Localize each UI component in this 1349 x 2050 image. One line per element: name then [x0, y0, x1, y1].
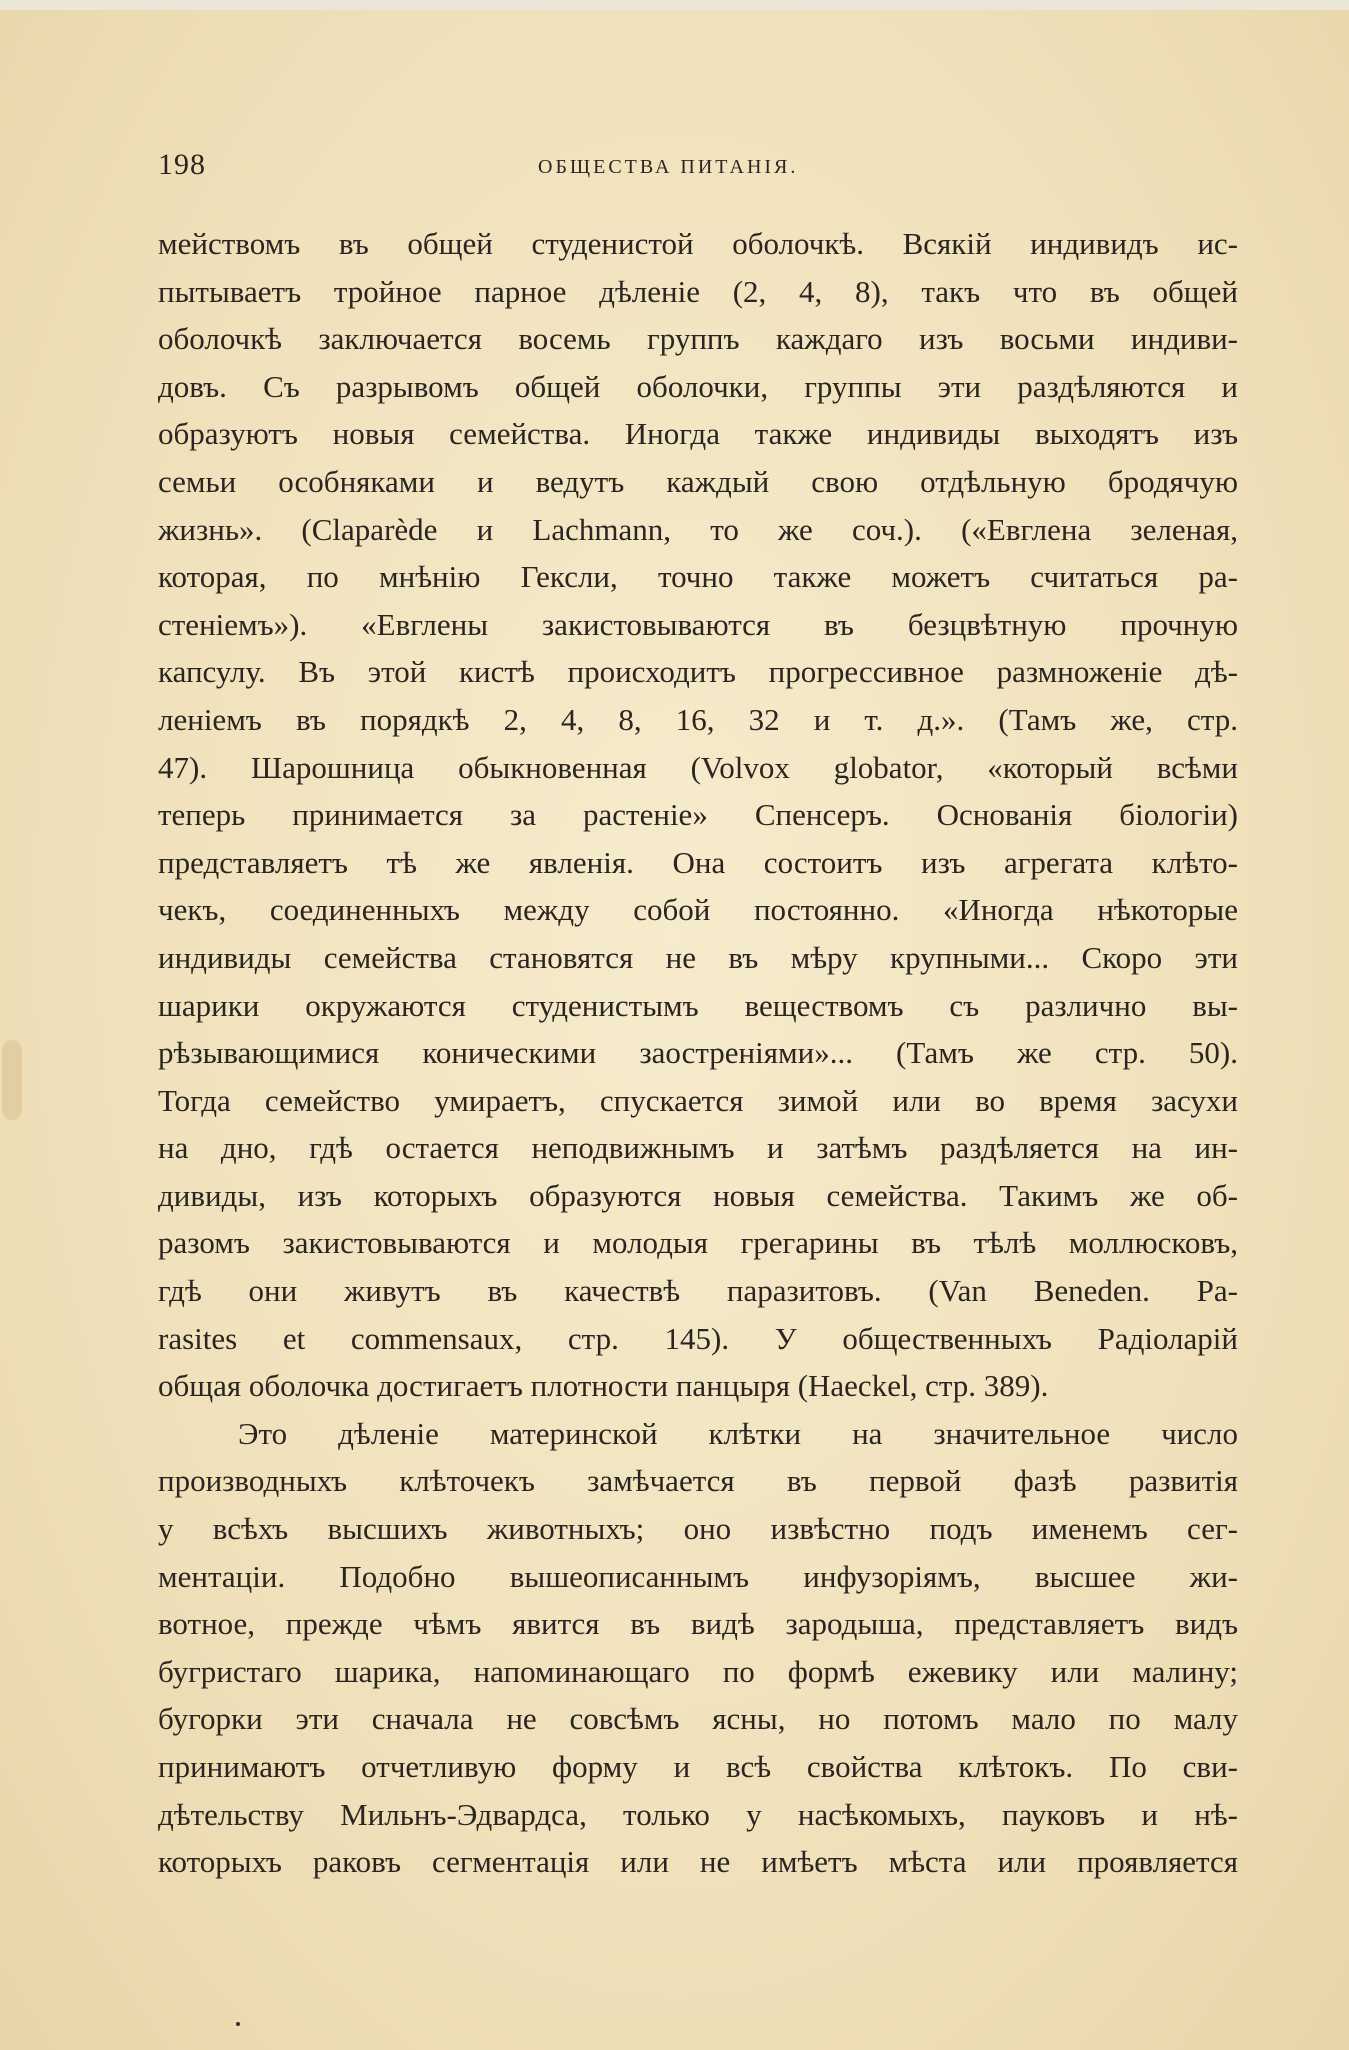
text-line: жизнь». (Claparède и Lachmann, то же соч.). («Евглена зеленая,: [158, 511, 1238, 547]
text-line: стеніемъ»). «Евглены закистовываются въ безцвѣтную прочную: [158, 606, 1238, 642]
text-line: которыхъ раковъ сегментація или не имѣетъ мѣста или проявляется: [158, 1844, 1238, 1880]
text-line: леніемъ въ порядкѣ 2, 4, 8, 16, 32 и т. д.». (Тамъ же, стр.: [158, 701, 1238, 737]
text-line: пытываетъ тройное парное дѣленіе (2, 4, 8), такъ что въ общей: [158, 273, 1238, 309]
text-line: бугристаго шарика, напоминающаго по формѣ ежевику или малину;: [158, 1653, 1238, 1689]
text-line: индивиды семейства становятся не въ мѣру крупными... Скоро эти: [158, 939, 1238, 975]
ink-speck: [236, 2022, 240, 2026]
text-line: которая, по мнѣнію Гексли, точно также можетъ считаться ра-: [158, 559, 1238, 595]
page-top-edge: [0, 0, 1349, 10]
text-line: rasites et commensaux, стр. 145). У общественныхъ Радіоларій: [158, 1320, 1238, 1356]
text-line: дивиды, изъ которыхъ образуются новыя семейства. Такимъ же об-: [158, 1177, 1238, 1213]
page-stain: [2, 1040, 22, 1120]
text-line: разомъ закистовываются и молодыя грегарины въ тѣлѣ моллюсковъ,: [158, 1225, 1238, 1261]
text-line: общая оболочка достигаетъ плотности панцыря (Haeckel, стр. 389).: [158, 1368, 1049, 1404]
text-line: дѣтельству Мильнъ-Эдвардса, только у насѣкомыхъ, пауковъ и нѣ-: [158, 1796, 1238, 1832]
text-line: чекъ, соединенныхъ между собой постоянно. «Иногда нѣкоторые: [158, 892, 1238, 928]
text-line: довъ. Съ разрывомъ общей оболочки, группы эти раздѣляются и: [158, 368, 1238, 404]
text-line: 47). Шарошница обыкновенная (Volvox globator, «который всѣми: [158, 749, 1238, 785]
text-line: образуютъ новыя семейства. Иногда также индивиды выходятъ изъ: [158, 416, 1238, 452]
text-line: Тогда семейство умираетъ, спускается зимой или во время засухи: [158, 1082, 1238, 1118]
page-number: 198: [158, 148, 206, 181]
text-line: у всѣхъ высшихъ животныхъ; оно извѣстно подъ именемъ сег-: [158, 1511, 1238, 1547]
text-line: ментаціи. Подобно вышеописаннымъ инфузоріямъ, высшее жи-: [158, 1558, 1238, 1594]
text-line: капсулу. Въ этой кистѣ происходитъ прогрессивное размноженіе дѣ-: [158, 654, 1238, 690]
text-line: бугорки эти сначала не совсѣмъ ясны, но потомъ мало по малу: [158, 1701, 1238, 1737]
body-text: [158, 220, 1238, 1886]
text-line: принимаютъ отчетливую форму и всѣ свойства клѣтокъ. По сви-: [158, 1749, 1238, 1784]
text-line: производныхъ клѣточекъ замѣчается въ первой фазѣ развитія: [158, 1463, 1238, 1499]
text-line: шарики окружаются студенистымъ веществомъ съ различно вы-: [158, 987, 1238, 1023]
text-line: семьи особняками и ведутъ каждый свою отдѣльную бродячую: [158, 463, 1238, 499]
text-line: Это дѣленіе материнской клѣтки на значительное число: [238, 1415, 1238, 1451]
text-line: рѣзывающимися коническими заостреніями»... (Тамъ же стр. 50).: [158, 1035, 1238, 1071]
text-line: вотное, прежде чѣмъ явится въ видѣ зародыша, представляетъ видъ: [158, 1606, 1238, 1642]
text-line: представляетъ тѣ же явленія. Она состоитъ изъ агрегата клѣто-: [158, 844, 1238, 880]
text-line: оболочкѣ заключается восемь группъ каждаго изъ восьми индиви-: [158, 321, 1238, 357]
text-line: гдѣ они живутъ въ качествѣ паразитовъ. (Van Beneden. Pa-: [158, 1273, 1238, 1309]
page-header: [158, 148, 1238, 188]
running-head: ОБЩЕСТВА ПИТАНІЯ.: [538, 156, 799, 178]
text-line: на дно, гдѣ остается неподвижнымъ и затѣмъ раздѣляется на ин-: [158, 1130, 1238, 1166]
text-line: теперь принимается за растеніе» Спенсеръ. Основанія біологіи): [158, 797, 1238, 833]
text-line: мействомъ въ общей студенистой оболочкѣ. Всякій индивидъ ис-: [158, 226, 1238, 261]
